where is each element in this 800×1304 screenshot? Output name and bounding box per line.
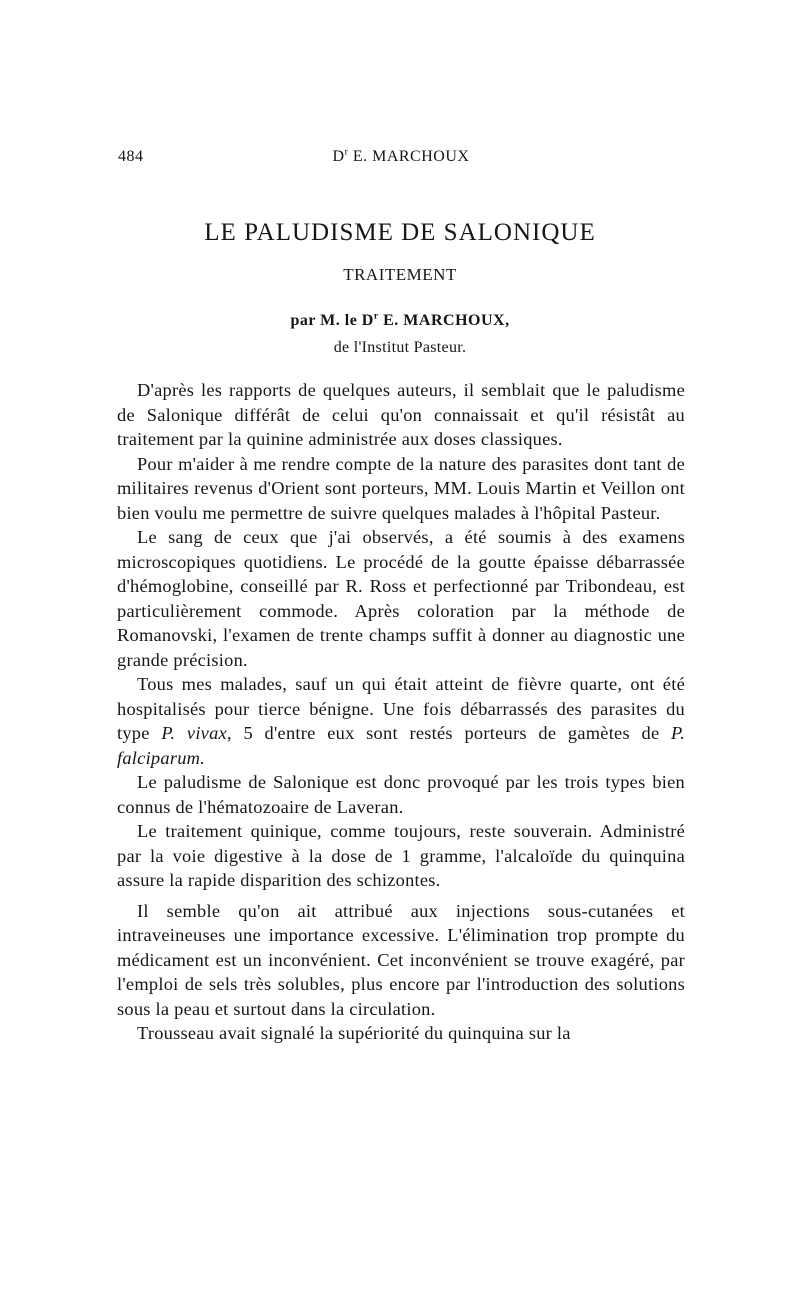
paragraph-4-part-b: , 5 d'entre eux sont restés porteurs de gamètes de [226, 723, 672, 743]
running-head-prefix: D [332, 148, 345, 165]
paragraph-6: Le traitement quinique, comme toujours, reste souverain. Administré par la voie digestive à la dose de 1 gramme, l'alcaloïde du quinquina assure la rapide disparition des schizontes. [117, 821, 685, 890]
paragraph-2: Pour m'aider à me rendre compte de la nature des parasites dont tant de militaires revenus d'Orient sont porteurs, MM. Louis Martin et Veillon ont bien voulu me permettre de suivre quelques malades à l'hôpital Pasteur. [117, 453, 685, 523]
byline [0, 312, 800, 330]
paragraph-3: Le sang de ceux que j'ai observés, a été soumis à des examens microscopiques quotidiens. Le procédé de la goutte épaisse débarrassée d'hémoglobine, conseillé par R. Ross et perfectionné par Tribondeau, est particulièrement commode. Après coloration par la méthode de Romanovski, l'examen de trente champs suffit à donner au diagnostic une grande précision. [117, 527, 685, 670]
running-head-author [118, 148, 684, 166]
paragraph-5: Le paludisme de Salonique est donc provoqué par les trois types bien connus de l'hématozoaire de Laveran. [117, 772, 685, 817]
paragraph-8: Trousseau avait signalé la supériorité du quinquina sur la [137, 1023, 571, 1043]
byline-sup: r [373, 310, 379, 322]
paragraph-7: Il semble qu'on ait attribué aux injections sous-cutanées et intraveineuses une importance excessive. L'élimination trop prompte du médicament est un inconvénient. Cet inconvénient se trouve exagéré, par l'emploi de sels très solubles, plus encore par l'introduction des solutions sous la peau et surtout dans la circulation. [117, 900, 685, 1019]
running-head-sup: r [344, 146, 349, 158]
running-head-name: E. MARCHOUX [348, 148, 470, 165]
page-number: 484 [118, 148, 144, 165]
species-falciparum: P. falciparum. [117, 723, 685, 768]
article-subtitle: TRAITEMENT [343, 265, 457, 284]
paragraph-4-part-a: Tous mes malades, sauf un qui était atteint de fièvre quarte, ont été hospitalisés pour tierce bénigne. Une fois débarrassés des parasites du type [117, 674, 685, 743]
paragraph-4 [117, 672, 685, 770]
article-title: LE PALUDISME DE SALONIQUE [204, 219, 596, 246]
paragraph-1: D'après les rapports de quelques auteurs, il semblait que le paludisme de Salonique différât de celui qu'on connaissait et qu'il résistât au traitement par la quinine administrée aux doses classiques. [117, 380, 685, 449]
affiliation: de l'Institut Pasteur. [333, 339, 467, 356]
byline-name: E. MARCHOUX, [378, 312, 510, 329]
article-body [117, 378, 685, 1046]
species-vivax: P. vivax [161, 723, 227, 743]
byline-prefix: par M. le D [290, 312, 374, 329]
